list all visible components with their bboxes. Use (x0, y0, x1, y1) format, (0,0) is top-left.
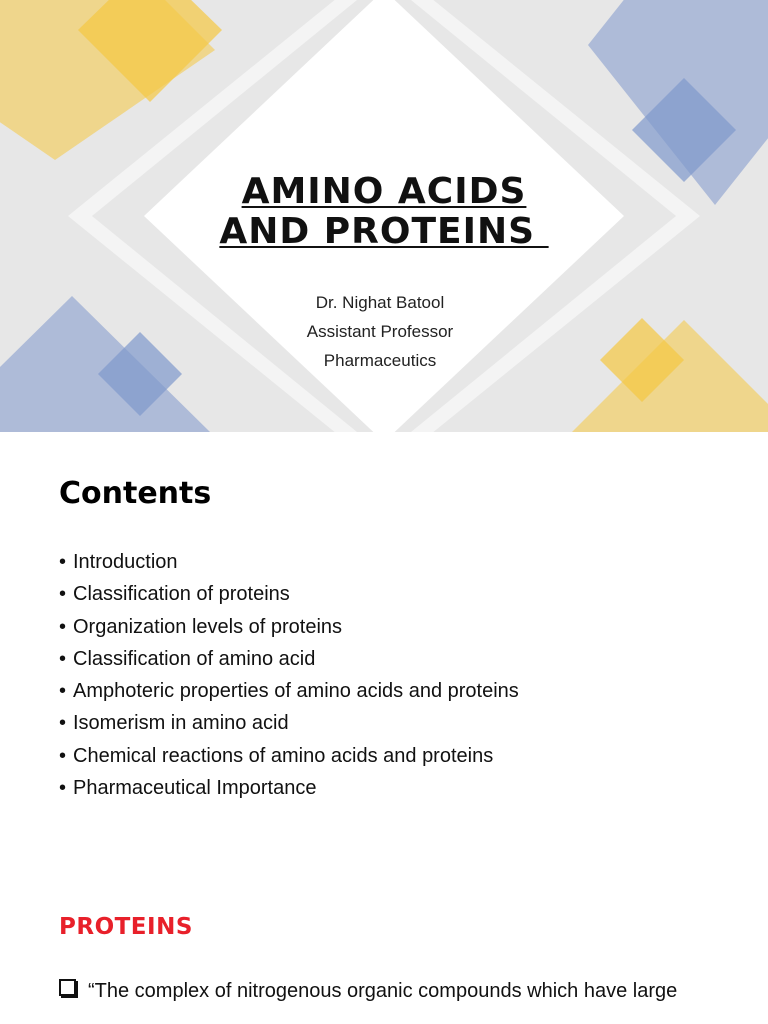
contents-slide (0, 432, 768, 864)
presentation-title (150, 172, 618, 252)
title-line-2: AND PROTEINS (219, 211, 549, 252)
definition-text: “The complex of nitrogenous organic compounds which have large (88, 980, 678, 1002)
presenter-position: Assistant Professor (306, 322, 454, 341)
list-item: • Introduction (59, 546, 519, 578)
checkbox-bullet-icon (59, 979, 76, 996)
bullet: • (59, 615, 67, 638)
bullet: • (59, 777, 67, 800)
list-item: • Pharmaceutical Importance (59, 772, 519, 804)
bullet: • (59, 744, 67, 767)
title-slide (0, 0, 768, 432)
list-item: • Isomerism in amino acid (59, 707, 519, 739)
bullet: • (59, 680, 67, 703)
list-item: • Classification of amino acid (59, 643, 519, 675)
proteins-heading: PROTEINS (59, 914, 193, 940)
proteins-slide (0, 864, 768, 1024)
contents-list (59, 546, 519, 804)
bullet: • (59, 712, 67, 735)
list-item: • Organization levels of proteins (59, 611, 519, 643)
contents-heading: Contents (59, 476, 212, 511)
list-item: • Chemical reactions of amino acids and proteins (59, 740, 519, 772)
bullet: • (59, 583, 67, 606)
presenter-info (230, 288, 530, 375)
presenter-name: Dr. Nighat Batool (315, 293, 445, 312)
list-item: • Amphoteric properties of amino acids and proteins (59, 675, 519, 707)
yellow-diamond-large-bottom-right (572, 320, 768, 432)
blue-diamond-large-bottom-left (0, 296, 210, 432)
bullet: • (59, 551, 67, 573)
protein-definition (59, 976, 739, 1006)
bullet: • (59, 647, 67, 670)
list-item: • Classification of proteins (59, 578, 519, 610)
title-line-1: AMINO ACIDS (241, 171, 527, 212)
presenter-department: Pharmaceutics (323, 351, 437, 370)
